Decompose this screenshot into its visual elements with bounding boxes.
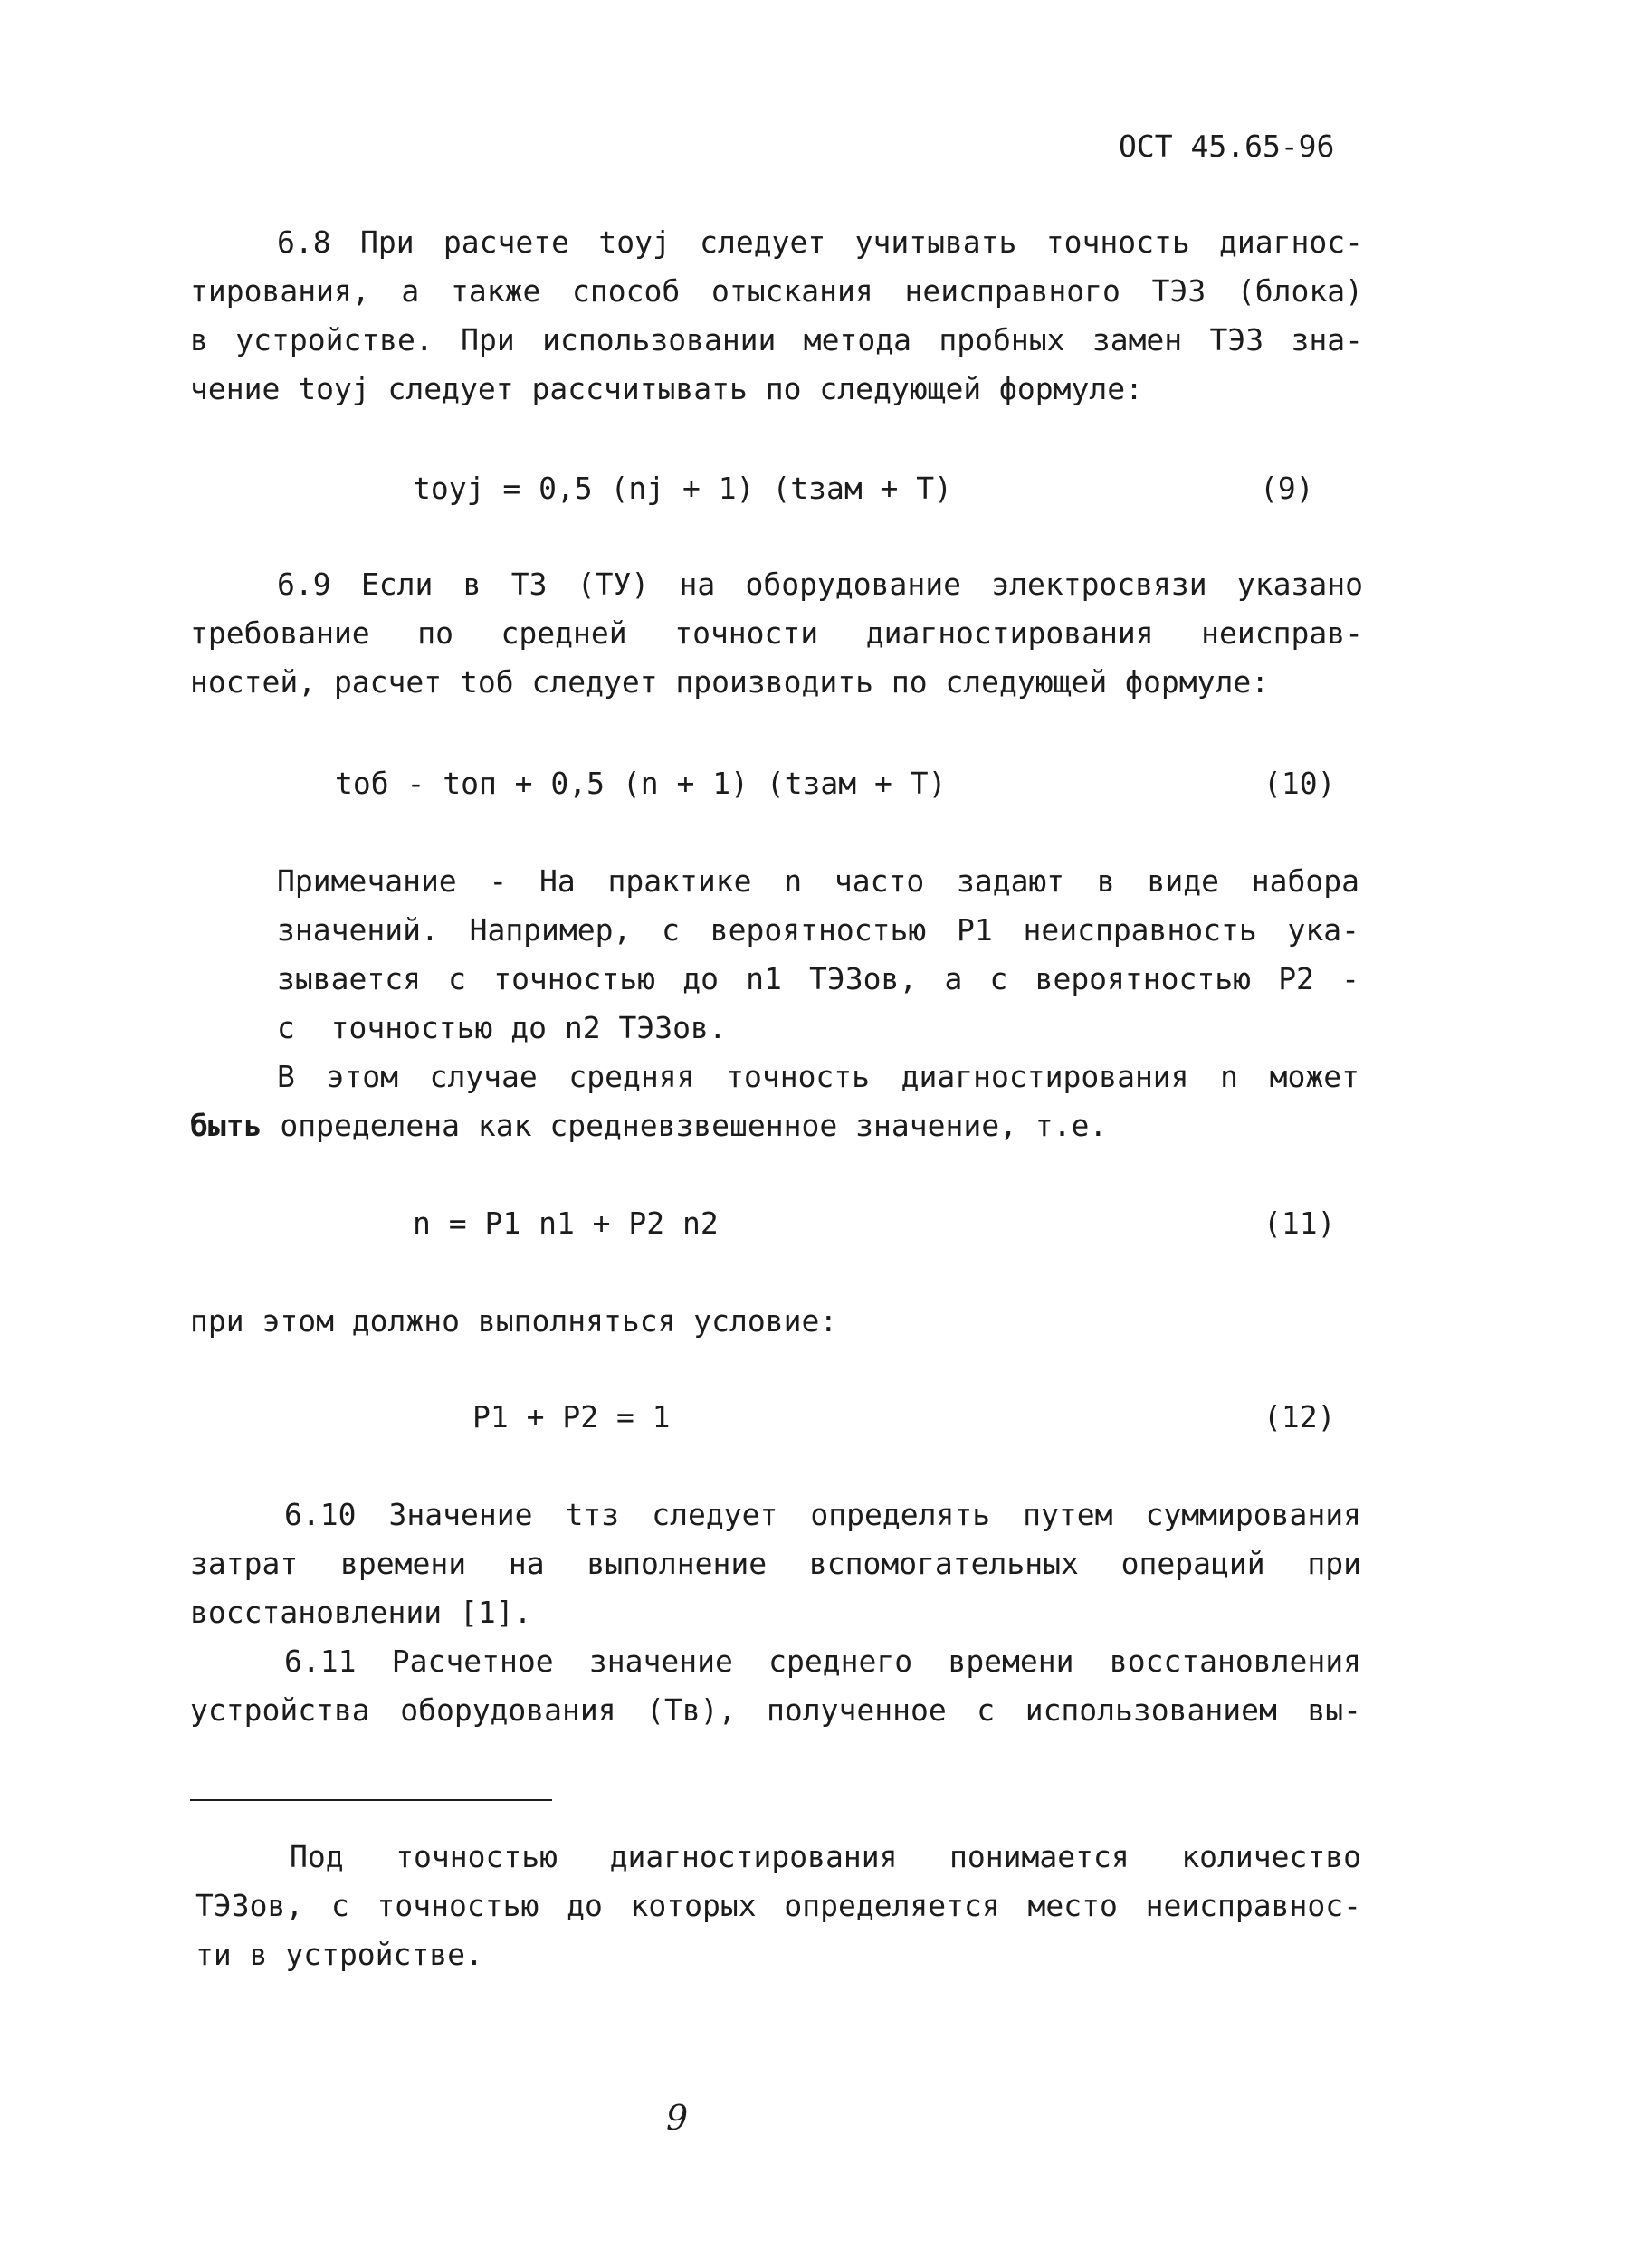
paragraph-6-9-line-1: 6.9 Если в ТЗ (ТУ) на оборудование электросвязи указано bbox=[277, 567, 1363, 602]
paragraph-6-8-line-3: в устройстве. При использовании метода пробных замен ТЭЗ зна- bbox=[190, 322, 1363, 357]
paragraph-6-10-line-1: 6.10 Значение tтз следует определять путем суммирования bbox=[284, 1497, 1361, 1532]
equation-10: tоб - tоп + 0,5 (n + 1) (tзам + T) bbox=[335, 766, 947, 801]
note-line-1: Примечание - На практике n часто задают в виде набора bbox=[277, 863, 1359, 899]
paragraph-6-10-line-3: восстановлении [1]. bbox=[190, 1595, 532, 1630]
note-line-2: значений. Например, с вероятностью P1 неисправность ука- bbox=[277, 912, 1359, 948]
paragraph-6-9-line-2: требование по средней точности диагностирования неисправ- bbox=[190, 615, 1363, 651]
paragraph-6-8-line-4: чение toyj следует рассчитывать по следующей формуле: bbox=[190, 371, 1143, 406]
note-line-3: зывается с точностью до n1 ТЭЗов, а с вероятностью P2 - bbox=[277, 961, 1359, 996]
equation-9-number: (9) bbox=[1260, 471, 1314, 506]
note-bold-word: быть bbox=[190, 1108, 262, 1143]
note-line-6-rest: определена как средневзвешенное значение, т.е. bbox=[262, 1108, 1108, 1143]
paragraph-6-9-line-3: ностей, расчет tоб следует производить по следующей формуле: bbox=[190, 664, 1270, 700]
note-line-4: с точностью до n2 ТЭЗов. bbox=[277, 1010, 727, 1045]
note-line-5: В этом случае средняя точность диагностирования n может bbox=[277, 1059, 1359, 1094]
paragraph-6-8-line-1: 6.8 При расчете toyj следует учитывать точность диагнос- bbox=[277, 224, 1363, 260]
equation-10-number: (10) bbox=[1263, 766, 1336, 801]
paragraph-6-10-line-2: затрат времени на выполнение вспомогательных операций при bbox=[190, 1546, 1361, 1581]
paragraph-6-11-line-2: устройства оборудования (Тв), полученное с использованием вы- bbox=[190, 1692, 1361, 1728]
footnote-line-1: Под точностью диагностирования понимается количество bbox=[290, 1839, 1361, 1874]
note-line-6 bbox=[190, 1108, 1107, 1144]
footnote-separator bbox=[190, 1799, 552, 1801]
footnote-line-3: ти в устройстве. bbox=[195, 1937, 483, 1972]
document-code: ОСТ 45.65-96 bbox=[1119, 129, 1335, 164]
equation-12: P1 + P2 = 1 bbox=[472, 1399, 671, 1434]
equation-11-number: (11) bbox=[1263, 1205, 1336, 1241]
equation-9: toyj = 0,5 (nj + 1) (tзам + T) bbox=[413, 471, 953, 506]
page-number: 9 bbox=[666, 2098, 689, 2138]
paragraph-6-8-line-2: тирования, а также способ отыскания неисправного ТЭЗ (блока) bbox=[190, 273, 1363, 309]
equation-12-number: (12) bbox=[1263, 1399, 1336, 1434]
footnote-line-2: ТЭЗов, с точностью до которых определяется место неисправнос- bbox=[195, 1888, 1361, 1923]
equation-11: n = P1 n1 + P2 n2 bbox=[413, 1205, 719, 1241]
paragraph-6-11-line-1: 6.11 Расчетное значение среднего времени восстановления bbox=[284, 1644, 1361, 1679]
condition-text: при этом должно выполняться условие: bbox=[190, 1303, 838, 1339]
